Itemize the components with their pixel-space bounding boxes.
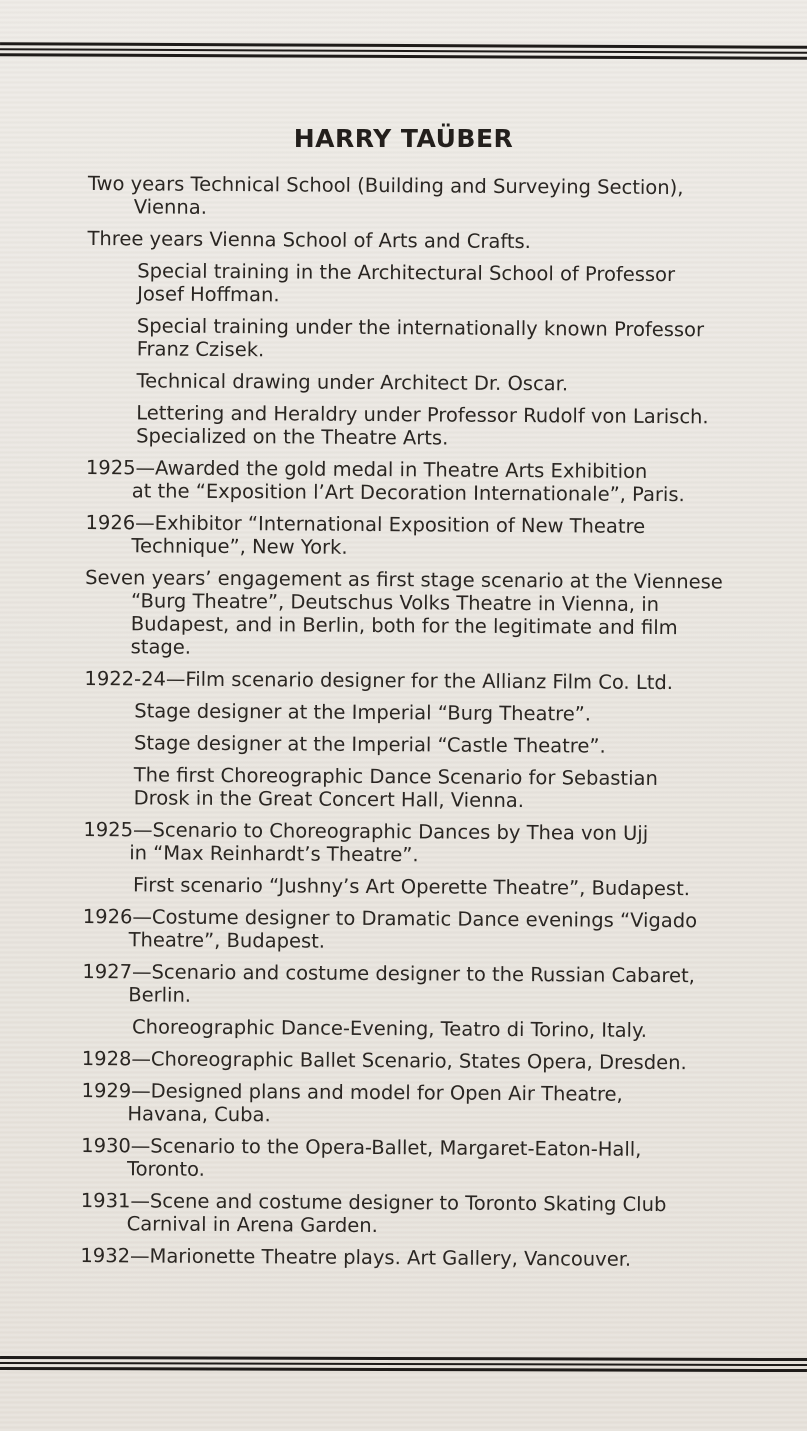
sub-entry-line: Technical drawing under Architect Dr. Oscar. xyxy=(136,369,569,396)
sub-entry-line: Choreographic Dance-Evening, Teatro di Torino, Italy. xyxy=(131,1015,648,1042)
sub-entry-line: First scenario “Jushny’s Art Operette Theatre”, Budapest. xyxy=(132,873,691,901)
entry-first-line: 1932—Marionette Theatre plays. Art Gallery, Vancouver. xyxy=(80,1243,632,1271)
entry-continuation: Berlin. xyxy=(128,983,192,1007)
entry xyxy=(85,511,725,561)
entry-continuation: Havana, Cuba. xyxy=(127,1102,271,1127)
entry xyxy=(81,1189,721,1239)
top-border-rule xyxy=(0,42,807,60)
sub-entry-line: Franz Czisek. xyxy=(136,337,265,362)
sub-entry xyxy=(87,259,727,309)
sub-entry xyxy=(86,401,726,451)
entry xyxy=(84,667,724,694)
sub-entry-line: Special training in the Architectural School of Professor xyxy=(137,259,676,287)
sub-entry xyxy=(84,731,724,758)
entry-first-line: 1928—Choreographic Ballet Scenario, States Opera, Dresden. xyxy=(81,1046,687,1075)
sub-entry-line: Drosk in the Great Concert Hall, Vienna. xyxy=(133,786,525,813)
entry xyxy=(80,1244,720,1271)
biography-list xyxy=(80,172,728,1280)
entry-continuation: “Burg Theatre”, Deutschus Volks Theatre in Vienna, in Budapest, and in Berlin, both for the legitimate and film stage. xyxy=(130,589,678,659)
entry-first-line: 1931—Scene and costume designer to Toronto Skating Club xyxy=(80,1188,667,1217)
entry-first-line: 1922-24—Film scenario designer for the Allianz Film Co. Ltd. xyxy=(84,666,674,695)
sub-entry-line: The first Choreographic Dance Scenario for Sebastian xyxy=(133,763,658,790)
entry-continuation: at the “Exposition l’Art Decoration Internationale”, Paris. xyxy=(131,479,685,507)
sub-entry-line: Special training under the internationally known Professor xyxy=(136,314,705,342)
entry-continuation: Technique”, New York. xyxy=(131,534,348,559)
entry-continuation: Theatre”, Budapest. xyxy=(128,928,326,953)
sub-entry-line: Stage designer at the Imperial “Burg Theatre”. xyxy=(134,699,592,726)
entry xyxy=(81,1079,721,1129)
sub-entry xyxy=(82,1015,722,1042)
entry xyxy=(83,905,723,955)
entry-first-line: 1925—Scenario to Choreographic Dances by Thea von Ujj xyxy=(83,817,649,845)
entry-first-line: Three years Vienna School of Arts and Crafts. xyxy=(87,226,531,254)
sub-entry-line: Stage designer at the Imperial “Castle Theatre”. xyxy=(133,731,606,758)
sub-entry xyxy=(87,314,727,364)
entry-first-line: 1930—Scenario to the Opera-Ballet, Margaret-Eaton-Hall, xyxy=(81,1133,642,1161)
entry-first-line: 1926—Exhibitor “International Exposition of New Theatre xyxy=(85,510,646,538)
bottom-border-rule xyxy=(0,1356,807,1372)
entry xyxy=(88,172,728,222)
sub-entry xyxy=(83,873,723,900)
entry xyxy=(87,227,727,254)
entry xyxy=(83,818,723,868)
entry xyxy=(82,1047,722,1074)
entry xyxy=(81,1134,721,1184)
sub-entry-line: Specialized on the Theatre Arts. xyxy=(136,424,449,450)
entry-continuation: Vienna. xyxy=(133,195,208,219)
entry-first-line: 1925—Awarded the gold medal in Theatre Arts Exhibition xyxy=(85,455,648,483)
document-title: HARRY TAÜBER xyxy=(293,124,514,153)
entry-first-line: 1929—Designed plans and model for Open Air Theatre, xyxy=(81,1078,623,1106)
sub-entry xyxy=(84,763,724,813)
entry xyxy=(82,960,722,1010)
sub-entry xyxy=(84,699,724,726)
entry-first-line: Seven years’ engagement as first stage scenario at the Viennese xyxy=(85,565,723,594)
sub-entry-line: Josef Hoffman. xyxy=(137,282,280,307)
entry-continuation: in “Max Reinhardt’s Theatre”. xyxy=(129,841,419,867)
entry-first-line: 1927—Scenario and costume designer to the Russian Cabaret, xyxy=(82,959,695,988)
entry-first-line: 1926—Costume designer to Dramatic Dance evenings “Vigado xyxy=(82,904,698,933)
sub-entry xyxy=(86,369,726,396)
entry xyxy=(85,566,726,662)
entry-first-line: Two years Technical School (Building and Surveying Section), xyxy=(87,172,684,200)
sub-entry-line: Lettering and Heraldry under Professor Rudolf von Larisch. xyxy=(136,401,709,429)
entry-continuation: Toronto. xyxy=(126,1157,205,1181)
entry xyxy=(86,456,726,506)
entry-continuation: Carnival in Arena Garden. xyxy=(126,1212,378,1238)
